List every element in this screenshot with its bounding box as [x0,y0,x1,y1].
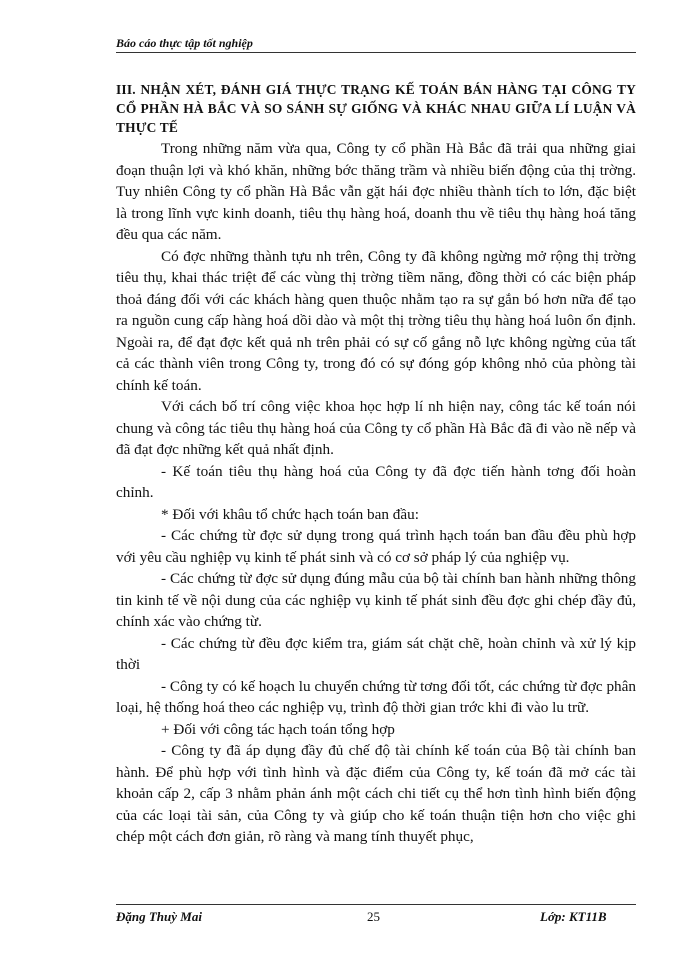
paragraph: - Các chứng từ đều đợc kiểm tra, giám sát chặt chẽ, hoàn chỉnh và xử lý kịp thời [116,634,636,673]
paragraph: - Các chứng từ đợc sử dụng đúng mẫu của bộ tài chính ban hành những thông tin kinh tế về nội dung của các nghiệp vụ kinh tế phát sinh đều đợc ghi chép đầy đủ, chính xác vào chứng từ. [116,570,636,630]
paragraph: - Các chứng từ đợc sử dụng trong quá trình hạch toán ban đầu đều phù hợp với yêu cầu nghiệp vụ kinh tế phát sinh và có cơ sở pháp lý của nghiệp vụ. [116,527,636,566]
paragraph: - Kế toán tiêu thụ hàng hoá của Công ty đã đợc tiến hành tơng đối hoàn chỉnh. [116,462,636,501]
paragraph: - Công ty có kế hoạch lu chuyển chứng từ tơng đối tốt, các chứng từ đợc phân loại, hệ thống hoá theo các nghiệp vụ, trình độ thời gian trớc khi đi vào lu trữ. [116,677,636,716]
page-number: 25 [367,909,380,924]
section-heading: III. NHẬN XÉT, ĐÁNH GIÁ THỰC TRẠNG KẾ TOÁN BÁN HÀNG TẠI CÔNG TY CỔ PHẦN HÀ BẮC VÀ SO SÁNH SỰ GIỐNG VÀ KHÁC NHAU GIỮA LÍ LUẬN VÀ THỰC TẾ [116,82,636,135]
body-text [116,138,636,848]
running-header: Báo cáo thực tập tốt nghiệp [116,36,253,50]
footer-rule [116,904,636,905]
header-rule [116,52,636,53]
paragraph: * Đối với khâu tổ chức hạch toán ban đầu: [161,505,419,523]
paragraph: - Công ty đã áp dụng đầy đủ chế độ tài chính kế toán của Bộ tài chính ban hành. Để phù hợp với tình hình và đặc điểm của Công ty, kế toán đã mở các tài khoản cấp 2, cấp 3 nhằm phản ánh một cách chi tiết cụ thể hơn tình hình biến động của các loại tài sản, của Công ty và giúp cho kế toán thuận tiện hơn cho việc ghi chép một cách đơn giản, rõ ràng và mang tính thuyết phục, [116,742,636,845]
paragraph: + Đối với công tác hạch toán tổng hợp [161,720,395,738]
footer-class: Lớp: KT11B [540,909,607,924]
paragraph: Có đợc những thành tựu nh trên, Công ty đã không ngừng mở rộng thị trờng tiêu thụ, khai thác triệt để các vùng thị trờng tiềm năng, đồng thời có các biện pháp thoả đáng đối với các khách hàng quen thuộc nhằm tạo ra sự gắn bó hơn nữa để tạo ra nguồn cung cấp hàng hoá dồi dào và một thị trờng tiêu thụ hàng hoá luôn ổn định. Ngoài ra, để đạt đợc kết quả nh trên phải có sự cố gắng nỗ lực không ngừng của tất cả các thành viên trong Công ty, trong đó có sự đóng góp không nhỏ của phòng tài chính kế toán. [116,247,636,394]
paragraph: Với cách bố trí công việc khoa học hợp lí nh hiện nay, công tác kế toán nói chung và công tác tiêu thụ hàng hoá của Công ty cổ phần Hà Bắc đã đi vào nề nếp và đã đạt đợc những kết quả nhất định. [116,398,636,458]
paragraph: Trong những năm vừa qua, Công ty cổ phần Hà Bắc đã trải qua những giai đoạn thuận lợi và khó khăn, những bớc thăng trầm và nhiều biến động của thị trờng. Tuy nhiên Công ty cổ phần Hà Bắc vẫn gặt hái đợc nhiều thành tích to lớn, đặc biệt là trong lĩnh vực kinh doanh, tiêu thụ hàng hoá, doanh thu về tiêu thụ hàng hoá tăng đều qua các năm. [116,140,636,243]
footer-author: Đặng Thuỳ Mai [116,909,202,924]
